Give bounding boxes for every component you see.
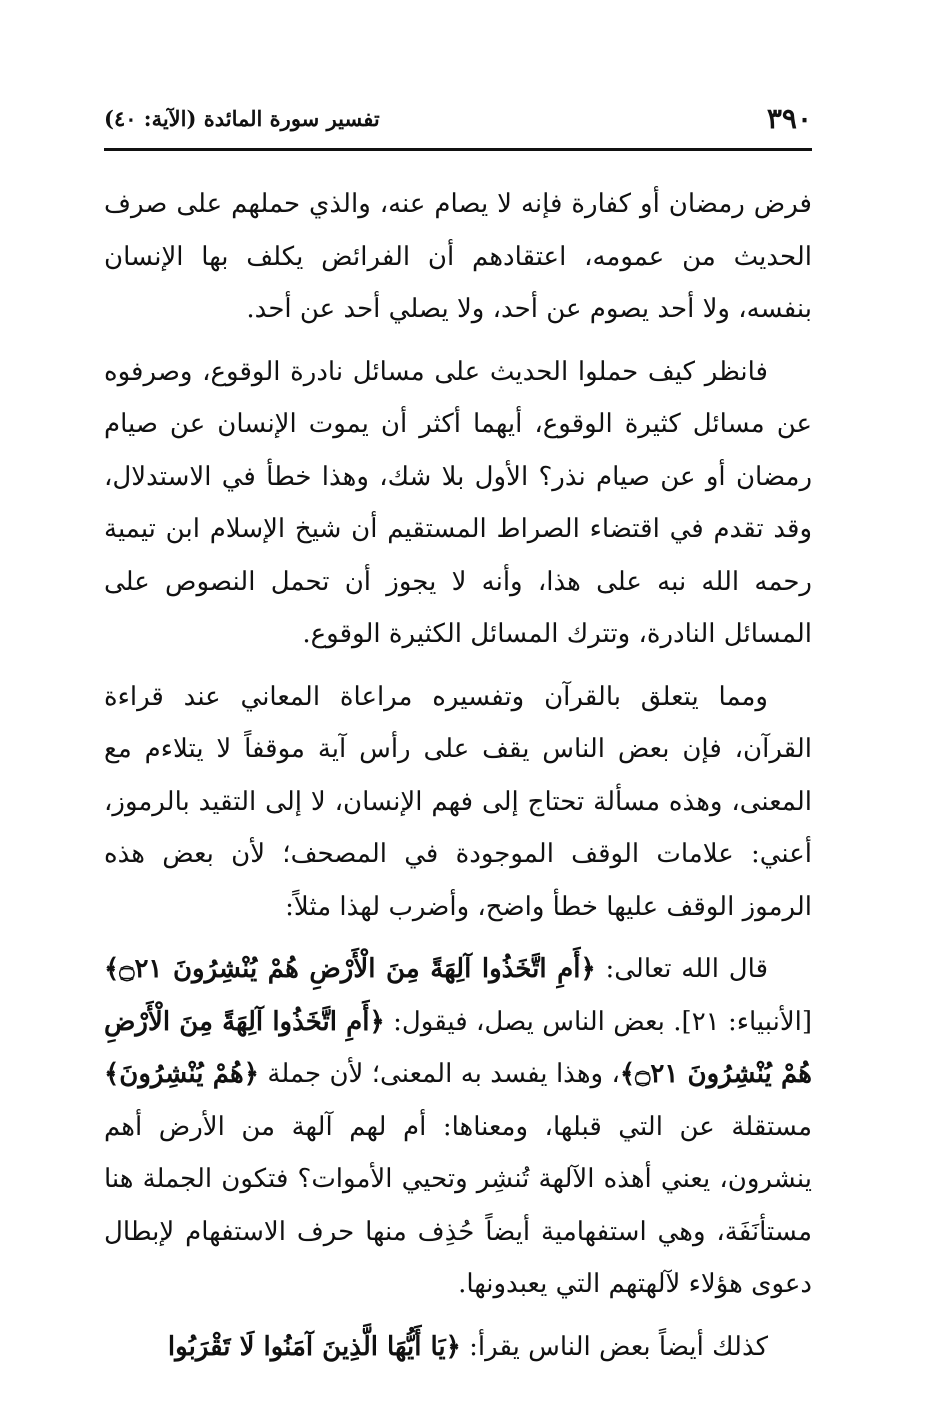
paragraph-text: مستقلة عن التي قبلها، ومعناها: أم لهم آلهة من الأرض أهم ينشرون، يعني أهذه الآلهة تُنشِر وتحيي الأموات؟ فتكون الجملة هنا مستأنَفَة، وهي استفهامية أيضاً حُذِف منها حرف الاستفهام لإبطال دعوى هؤلاء لآلهتهم التي يعبدونها. <box>104 1111 812 1299</box>
header-rule <box>104 148 812 151</box>
paragraph-text: ، وهذا يفسد به المعنى؛ لأن جملة <box>267 1059 620 1089</box>
quran-verse: ﴿أَمِ اتَّخَذُوا آلِهَةً مِنَ الْأَرْضِ هُمْ يُنْشِرُونَ ۝٢١﴾ <box>104 1006 813 1089</box>
paragraph-5 <box>104 1321 812 1374</box>
paragraph-3 <box>104 671 812 934</box>
running-title: تفسير سورة المائدة (الآية: ٤٠) <box>104 106 380 131</box>
quran-verse: ﴿هُمْ يُنْشِرُونَ﴾ <box>104 1059 259 1089</box>
paragraph-1 <box>104 178 812 336</box>
body-text <box>104 178 812 1383</box>
quran-verse: ﴿يَا أَيُّهَا الَّذِينَ آمَنُوا لَا تَقْرَبُوا <box>167 1331 461 1362</box>
paragraph-4 <box>104 943 812 1311</box>
paragraph-2 <box>104 346 812 661</box>
page-header <box>104 96 812 142</box>
paragraph-text: فانظر كيف حملوا الحديث على مسائل نادرة الوقوع، وصرفوه عن مسائل كثيرة الوقوع، أيهما أكثر أن يموت الإنسان عن صيام رمضان أو عن صيام نذر؟ الأول بلا شك، وهذا خطأ في الاستدلال، وقد تقدم في اقتضاء الصراط المستقيم أن شيخ الإسلام ابن تيمية رحمه الله نبه على هذا، وأنه لا يجوز أن تحمل النصوص على المسائل النادرة، وتترك المسائل الكثيرة الوقوع. <box>104 356 812 649</box>
paragraph-text: كذلك أيضاً بعض الناس يقرأ: <box>469 1331 768 1362</box>
paragraph-text: قال الله تعالى: <box>605 954 769 984</box>
paragraph-text: [الأنبياء: ٢١]. بعض الناس يصل، فيقول: <box>393 1006 813 1037</box>
paragraph-text: ومما يتعلق بالقرآن وتفسيره مراعاة المعاني عند قراءة القرآن، فإن بعض الناس يقف على رأس آية موقفاً لا يتلاءم مع المعنى، وهذه مسألة تحتاج إلى فهم الإنسان، لا إلى التقيد بالرموز، أعني: علامات الوقف الموجودة في المصحف؛ لأن بعض هذه الرموز الوقف عليها خطأ واضح، وأضرب لهذا مثلاً: <box>104 681 812 922</box>
quran-verse: ﴿أَمِ اتَّخَذُوا آلِهَةً مِنَ الْأَرْضِ هُمْ يُنْشِرُونَ ۝٢١﴾ <box>104 954 596 984</box>
page-number: ٣٩٠ <box>766 102 812 135</box>
paragraph-text: فرض رمضان أو كفارة فإنه لا يصام عنه، والذي حملهم على صرف الحديث من عمومه، اعتقادهم أن الفرائض يكلف بها الإنسان بنفسه، ولا أحد يصوم عن أحد، ولا يصلي أحد عن أحد. <box>104 189 812 324</box>
